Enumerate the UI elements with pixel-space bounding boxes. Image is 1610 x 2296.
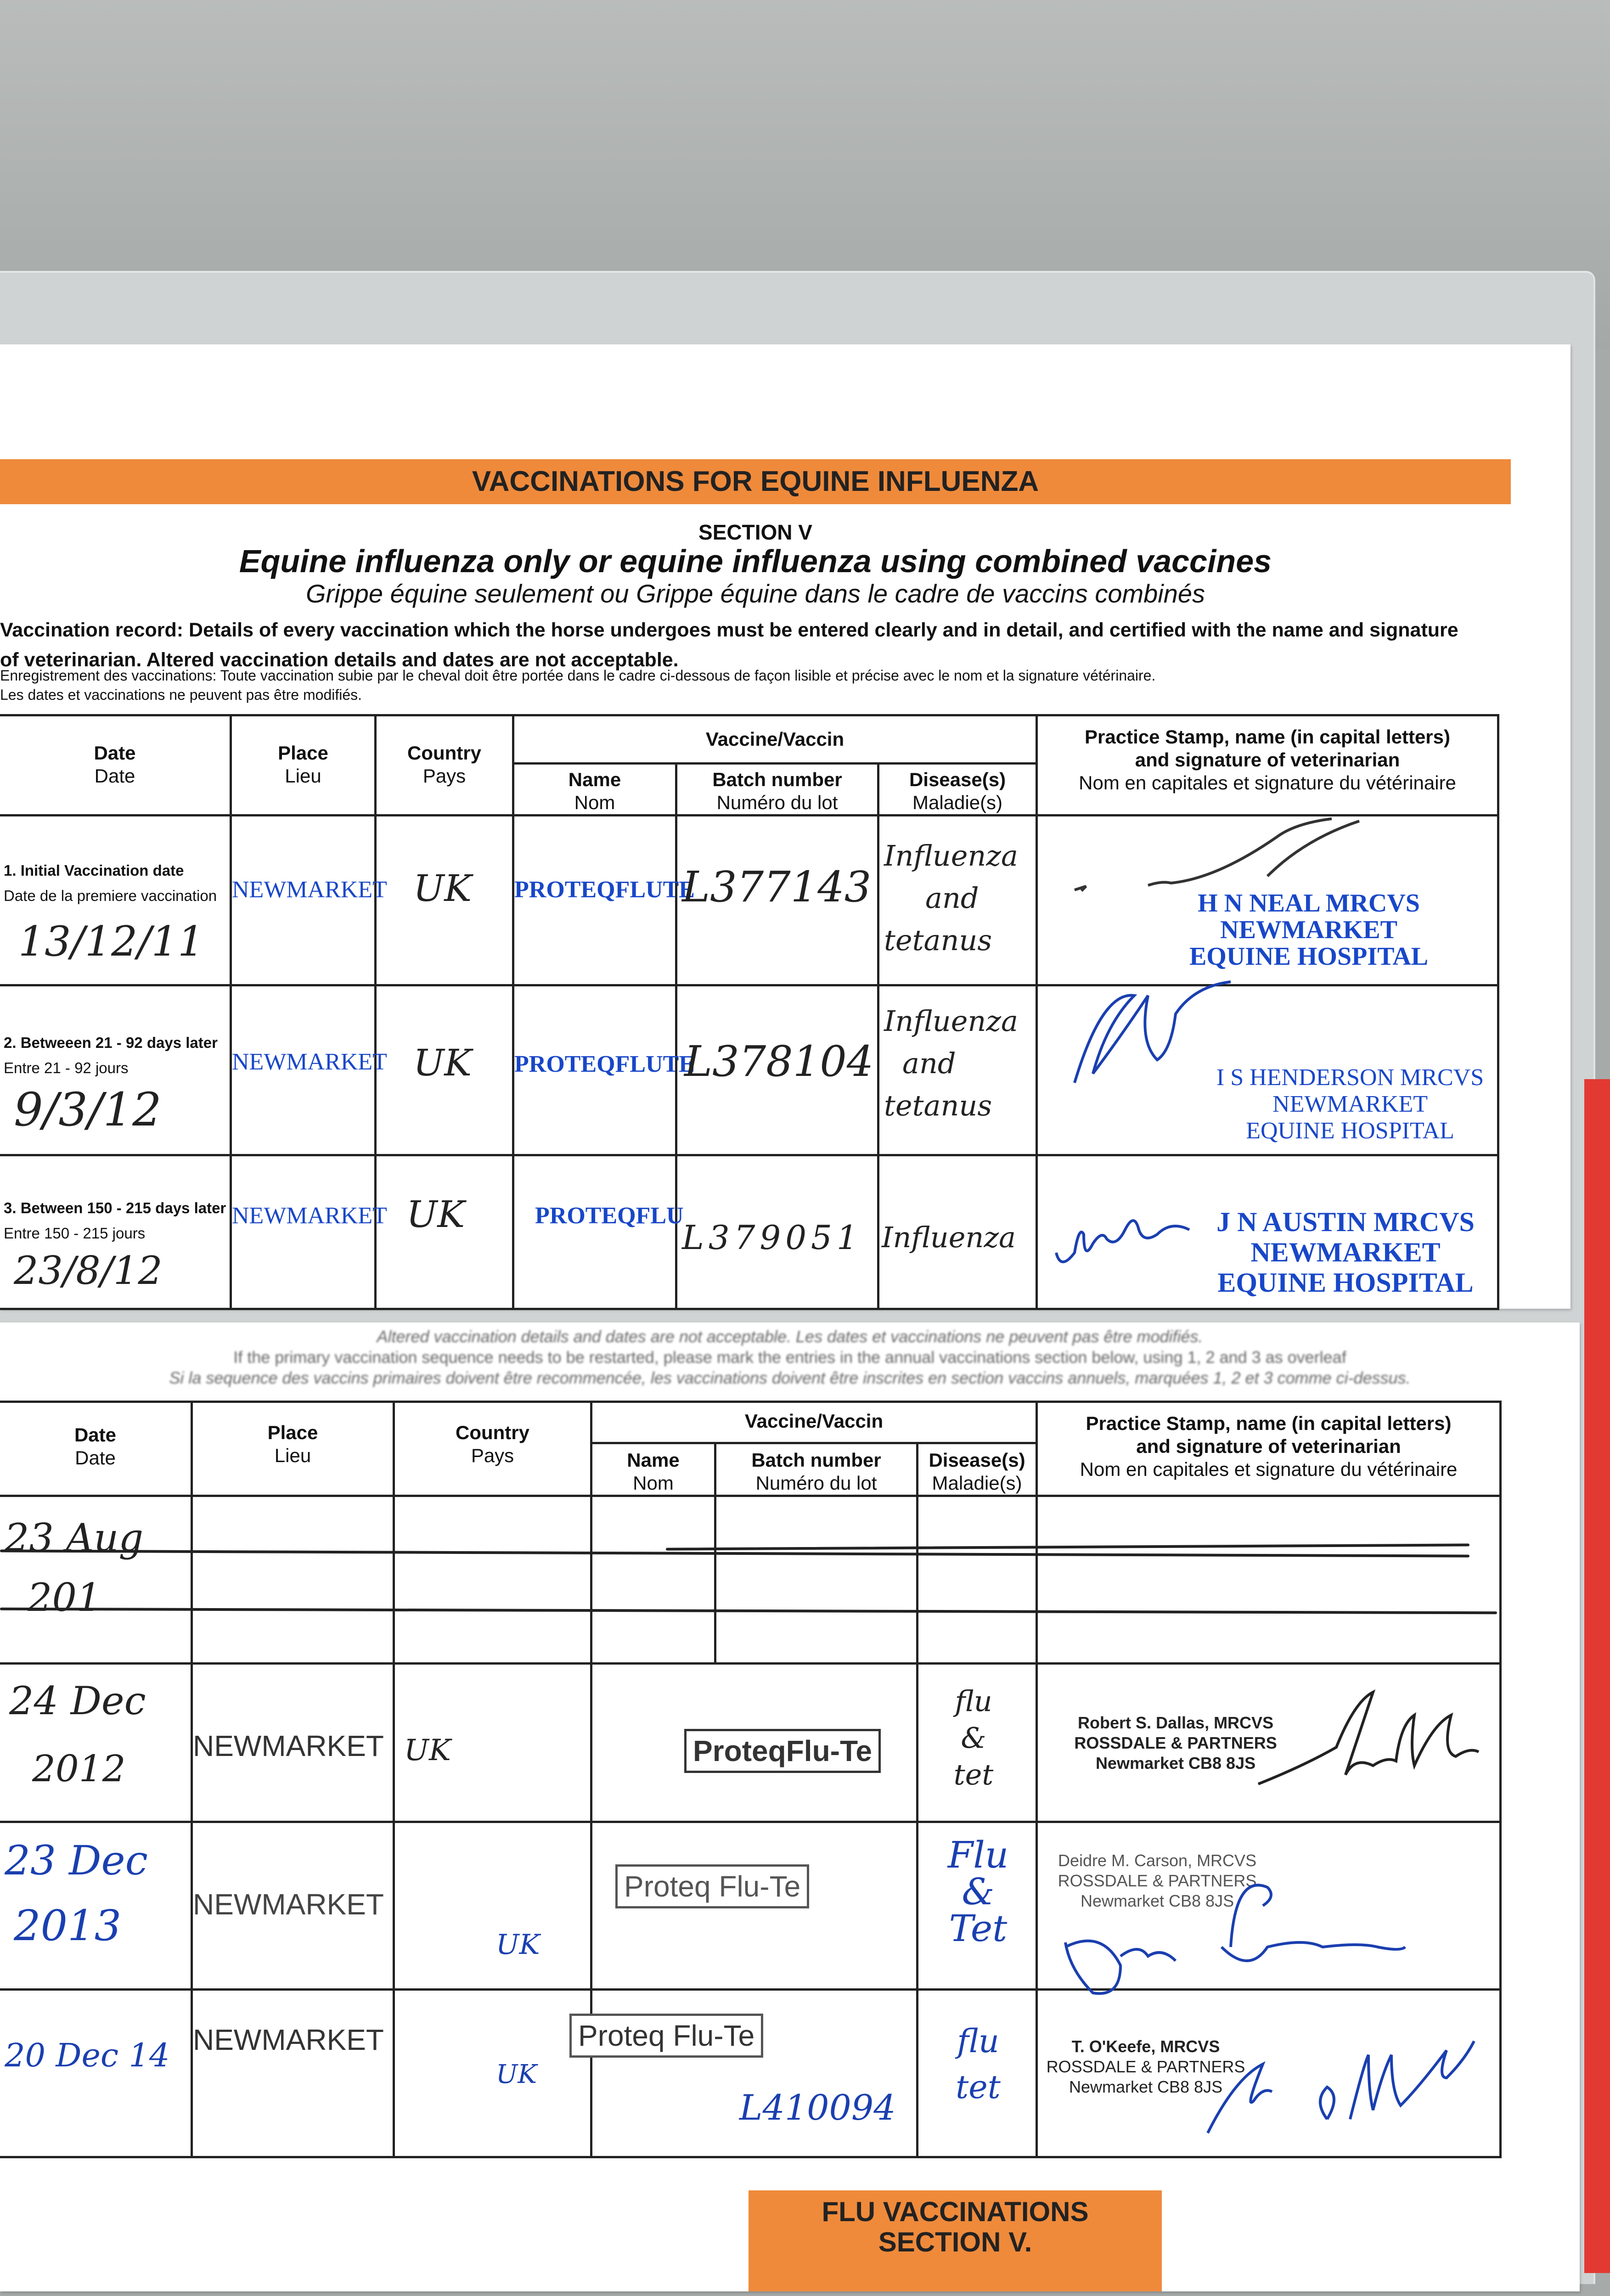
table-row — [0, 1990, 1501, 2157]
handwritten-date: 24 Dec — [9, 1678, 146, 1723]
vet-cell — [1037, 1496, 1501, 1664]
header-vaccine-name: Name Nom — [591, 1443, 715, 1496]
date-cell — [0, 985, 231, 1155]
country: UK — [413, 1041, 472, 1084]
footer-title: FLU VACCINATIONS — [822, 2196, 1089, 2227]
batch-number: L378104 — [684, 1037, 874, 1086]
vet-cell — [1037, 1822, 1501, 1990]
place-cell — [192, 1990, 394, 2157]
vet-cell — [1037, 1155, 1498, 1309]
batch-cell — [676, 1155, 878, 1309]
vet-signature — [1047, 1202, 1203, 1276]
vet-cell — [1037, 1664, 1501, 1822]
vaccine-stamp: PROTEQFLUTE — [514, 877, 695, 903]
vaccine-stamp: Proteq Flu-Te — [569, 2014, 763, 2058]
vet-stamp: H N NEAL MRCVS NEWMARKET EQUINE HOSPITAL — [1189, 889, 1429, 971]
vaccine-stamp: ProteqFlu-Te — [684, 1729, 881, 1773]
place-cell — [192, 1822, 394, 1990]
vaccine-cell — [513, 985, 695, 1155]
handwritten-year: 2013 — [14, 1901, 122, 1950]
batch-number: L379051 — [682, 1218, 862, 1257]
vaccine-cell — [513, 1155, 684, 1309]
header-date: Date Date — [0, 715, 231, 816]
batch-number: L377143 — [682, 862, 872, 912]
vet-cell — [1037, 1990, 1501, 2157]
vaccine-batch-cell — [591, 1664, 918, 1822]
header-country: Country Pays — [394, 1402, 591, 1496]
passport-page-lower — [0, 1322, 1580, 2291]
vet-stamp: I S HENDERSON MRCVS NEWMARKET EQUINE HOSPITAL — [1216, 1064, 1484, 1144]
date-cell — [0, 1155, 231, 1309]
vaccine-batch-cell — [578, 1990, 918, 2157]
vaccine-cell — [513, 816, 695, 985]
disease-cell — [878, 816, 1037, 985]
row-label: 2. Betweeen 21 - 92 days later — [4, 1034, 218, 1051]
section-banner: VACCINATIONS FOR EQUINE INFLUENZA — [0, 459, 1511, 504]
place-stamp: NEWMARKET — [232, 877, 387, 903]
header-vaccine-name: Name Nom — [513, 764, 676, 816]
annual-vaccination-table — [0, 1401, 1502, 2158]
place-cell — [231, 816, 387, 985]
record-fr-line-1: Enregistrement des vaccinations: Toute vaccination subie par le cheval doit être portée dans le cadre ci-dessous de façon lisible et précise avec le nom et la signature vétérinaire. — [0, 667, 1156, 684]
passport-cover-edge — [1584, 1079, 1610, 2273]
table-row — [0, 816, 1498, 985]
disease-text: flu tet — [956, 2022, 1001, 2106]
place-stamp: NEWMARKET — [193, 1729, 384, 1762]
vet-cell — [1037, 985, 1498, 1155]
place-stamp: NEWMARKET — [232, 1203, 387, 1229]
country-cell — [376, 816, 513, 985]
batch-cell — [676, 985, 878, 1155]
vet-signature — [1199, 2027, 1497, 2147]
disease-cell — [918, 1664, 1037, 1822]
date-cell — [0, 1822, 192, 1990]
disease-text: Influenza and tetanus — [884, 1004, 1018, 1122]
table-row-struck — [0, 1496, 1501, 1664]
record-line-2: of veterinarian. Altered vaccination details and dates are not acceptable. — [0, 649, 679, 671]
header-practice: Practice Stamp, name (in capital letters) and signature of veterinarian Nom en capitales et signature du vétérinaire — [1037, 1402, 1501, 1496]
header-country: Country Pays — [376, 715, 513, 816]
primary-vaccination-table — [0, 714, 1499, 1310]
country: UK — [496, 1929, 540, 1961]
header-practice: Practice Stamp, name (in capital letters) and signature of veterinarian Nom en capitales et signature du vétérinaire — [1037, 715, 1498, 816]
heading-english: Equine influenza only or equine influenza using combined vaccines — [239, 543, 1272, 579]
country: UK — [413, 867, 472, 910]
blurred-notice-2: If the primary vaccination sequence needs to be restarted, please mark the entries in the annual vaccinations section below, using 1, 2 and 3 as overleaf — [233, 1348, 1346, 1367]
blurred-notice-3: Si la sequence des vaccins primaires doivent être recommencée, les vaccinations doivent être inscrites en section vaccins annuels, marquées 1, 2 et 3 comme ci-dessus. — [169, 1368, 1411, 1387]
country: UK — [404, 1733, 451, 1767]
footer-subtitle: SECTION V. — [878, 2227, 1032, 2257]
header-place: Place Lieu — [231, 715, 376, 816]
date-cell — [0, 1496, 192, 1664]
row-label-fr: Entre 21 - 92 jours — [4, 1059, 129, 1076]
date-cell — [0, 1664, 192, 1822]
header-vaccine: Vaccine/Vaccin — [591, 1402, 1037, 1443]
disease-cell — [918, 1990, 1037, 2157]
country-cell — [394, 1990, 591, 2157]
section-footer-tab — [749, 2190, 1162, 2291]
date-cell — [0, 1990, 192, 2157]
disease-cell — [878, 1155, 1037, 1309]
vet-signature — [1047, 1851, 1460, 1988]
disease-text: Flu & Tet — [947, 1834, 1009, 1950]
handwritten-date: 23 Dec — [5, 1837, 148, 1884]
vet-stamp: Robert S. Dallas, MRCVS ROSSDALE & PARTNERS Newmarket CB8 8JS — [1074, 1713, 1277, 1773]
place-cell — [192, 1664, 394, 1822]
table-row — [0, 1822, 1501, 1990]
place-cell — [231, 985, 387, 1155]
handwritten-date: 23/8/12 — [14, 1248, 163, 1293]
date-cell — [0, 816, 231, 985]
country-cell — [394, 1822, 591, 1990]
vaccine-stamp: Proteq Flu-Te — [615, 1864, 809, 1908]
disease-cell — [918, 1496, 1037, 1664]
vaccine-cell — [591, 1496, 715, 1664]
place-cell — [231, 1155, 387, 1309]
header-disease: Disease(s) Maladie(s) — [918, 1443, 1037, 1496]
disease-text: Influenza — [882, 1221, 1016, 1254]
country: UK — [496, 2060, 537, 2089]
header-disease: Disease(s) Maladie(s) — [878, 764, 1037, 816]
table-row — [0, 1155, 1498, 1309]
vet-cell — [1037, 816, 1498, 985]
header-place: Place Lieu — [192, 1402, 394, 1496]
vet-stamp: J N AUSTIN MRCVS NEWMARKET EQUINE HOSPITAL — [1216, 1207, 1475, 1298]
header-batch: Batch number Numéro du lot — [715, 1443, 918, 1496]
vet-signature — [1254, 1678, 1502, 1798]
vaccine-batch-cell — [591, 1822, 918, 1990]
disease-text: Influenza and tetanus — [884, 839, 1018, 957]
row-label: 3. Between 150 - 215 days later — [4, 1199, 226, 1216]
country-cell — [376, 1155, 513, 1309]
country: UK — [406, 1193, 465, 1236]
struck-date: 23 Aug — [5, 1515, 144, 1560]
disease-text: flu & tet — [953, 1684, 994, 1791]
place-cell — [192, 1496, 394, 1664]
batch-number: L410094 — [739, 2087, 896, 2128]
record-line-1: Vaccination record: Details of every vaccination which the horse undergoes must be entered clearly and in detail, and certified with the name and signature — [0, 619, 1458, 641]
record-fr-line-2: Les dates et vaccinations ne peuvent pas être modifiés. — [0, 687, 362, 703]
country-cell — [394, 1496, 591, 1664]
disease-cell — [878, 985, 1037, 1155]
table-row — [0, 1664, 1501, 1822]
row-label: 1. Initial Vaccination date — [4, 862, 184, 879]
blurred-notice-1: Altered vaccination details and dates are not acceptable. Les dates et vaccinations ne peuvent pas être modifiés. — [377, 1327, 1203, 1346]
handwritten-date: 20 Dec 14 — [5, 2037, 170, 2074]
batch-cell — [715, 1496, 918, 1664]
header-batch: Batch number Numéro du lot — [676, 764, 878, 816]
country-cell — [376, 985, 513, 1155]
header-date: Date Date — [0, 1402, 192, 1496]
batch-cell — [676, 816, 878, 985]
place-stamp: NEWMARKET — [193, 1888, 384, 1921]
row-label-fr: Entre 150 - 215 jours — [4, 1225, 146, 1242]
header-vaccine: Vaccine/Vaccin — [513, 715, 1037, 764]
struck-year: 201 — [28, 1575, 101, 1620]
handwritten-date: 13/12/11 — [18, 917, 204, 966]
section-number: SECTION V — [698, 520, 812, 544]
passport-page-upper — [0, 344, 1571, 1309]
handwritten-date: 9/3/12 — [14, 1083, 162, 1137]
table-row — [0, 985, 1498, 1155]
vet-stamp: T. O'Keefe, MRCVS ROSSDALE & PARTNERS Newmarket CB8 8JS — [1046, 2037, 1245, 2096]
disease-cell — [918, 1822, 1037, 1990]
heading-french: Grippe équine seulement ou Grippe équine dans le cadre de vaccins combinés — [305, 579, 1205, 608]
place-stamp: NEWMARKET — [193, 2023, 384, 2056]
place-stamp: NEWMARKET — [232, 1049, 387, 1075]
vaccine-stamp: PROTEQFLU — [535, 1203, 684, 1229]
vaccine-stamp: PROTEQFLUTE — [514, 1051, 695, 1077]
row-label-fr: Date de la premiere vaccination — [4, 887, 217, 904]
handwritten-year: 2012 — [32, 1747, 126, 1790]
vet-stamp: Deidre M. Carson, MRCVS ROSSDALE & PARTNERS Newmarket CB8 8JS — [1058, 1851, 1257, 1910]
country-cell — [394, 1664, 591, 1822]
record-instructions-french — [0, 666, 1529, 704]
